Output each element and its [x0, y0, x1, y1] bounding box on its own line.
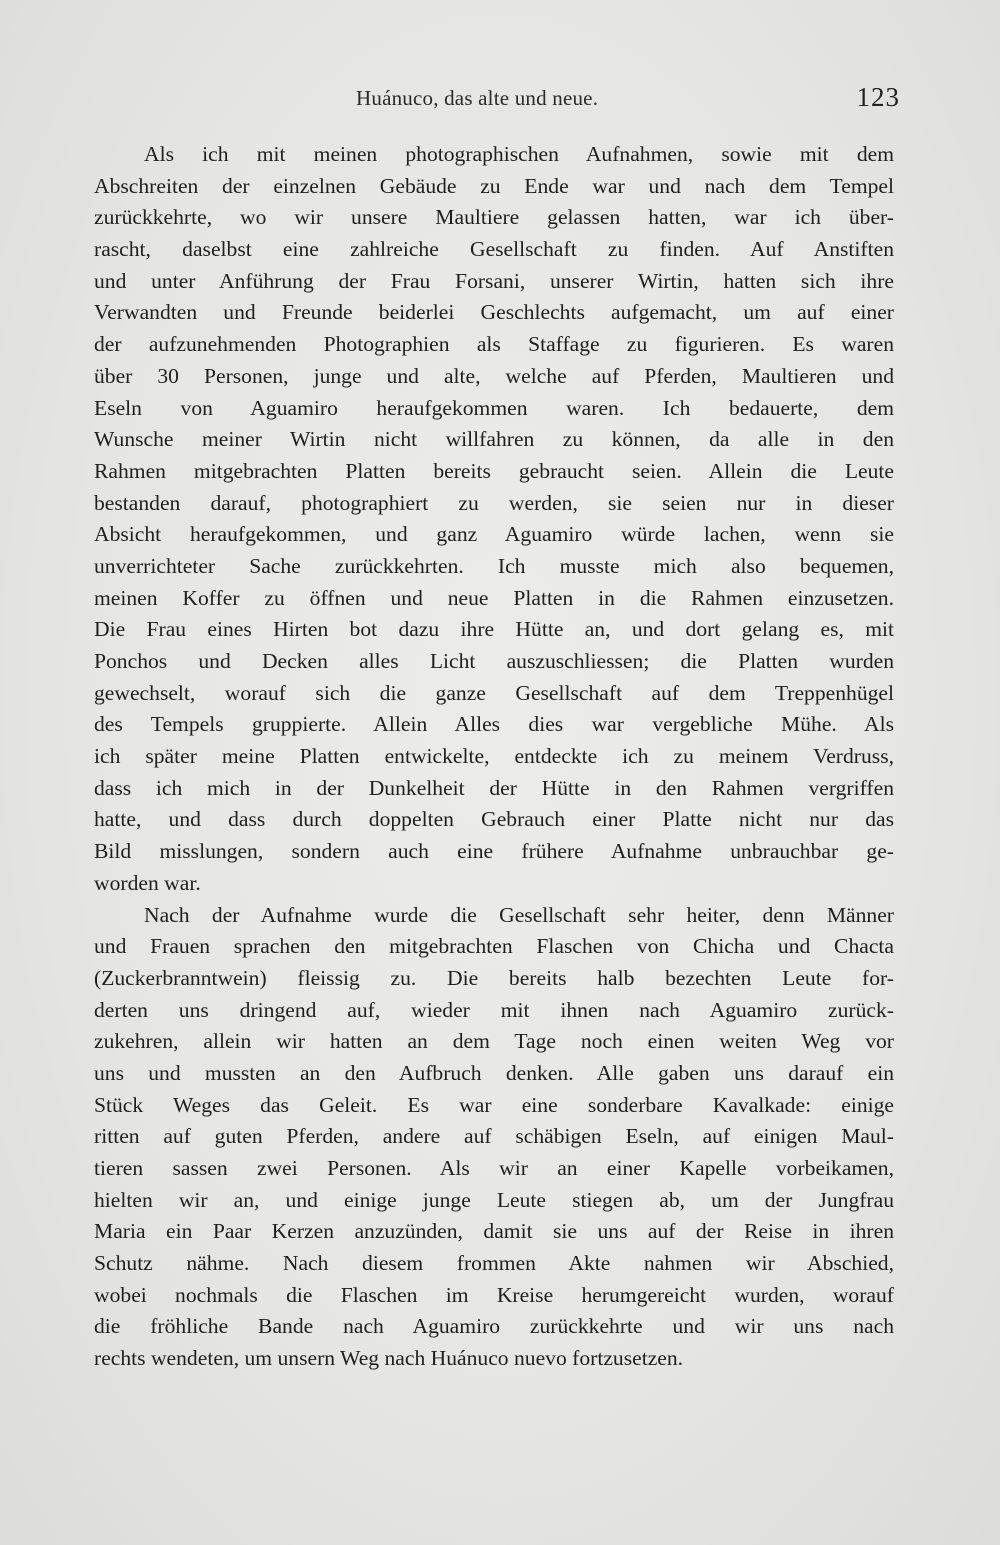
text-line: tieren sassen zwei Personen. Als wir an einer Kapelle vorbeikamen,	[94, 1156, 894, 1180]
text-line: derten uns dringend auf, wieder mit ihnen nach Aguamiro zurück-	[94, 997, 894, 1022]
text-line: Nach der Aufnahme wurde die Gesellschaft sehr heiter, denn Männer	[144, 902, 894, 927]
page-header	[94, 82, 900, 118]
paragraph-1	[94, 139, 894, 900]
text-line: bestanden darauf, photographiert zu werden, sie seien nur in dieser	[94, 490, 894, 515]
text-line: rechts wendeten, um unsern Weg nach Huánuco nuevo fortzusetzen.	[94, 1346, 684, 1371]
page-number: 123	[856, 82, 900, 112]
text-line: zukehren, allein wir hatten an dem Tage noch einen weiten Weg vor	[94, 1029, 894, 1054]
text-line: Maria ein Paar Kerzen anzuzünden, damit sie uns auf der Reise in ihren	[94, 1219, 894, 1244]
text-line: des Tempels gruppierte. Allein Alles dies war vergebliche Mühe. Als	[94, 712, 894, 737]
text-line: ritten auf guten Pferden, andere auf schäbigen Eseln, auf einigen Maul-	[94, 1124, 894, 1149]
text-line: Absicht heraufgekommen, und ganz Aguamiro würde lachen, wenn sie	[94, 522, 894, 547]
text-line: die fröhliche Bande nach Aguamiro zurückkehrte und wir uns nach	[94, 1314, 894, 1339]
text-line: hielten wir an, und einige junge Leute stiegen ab, um der Jungfrau	[94, 1187, 894, 1212]
text-line: (Zuckerbranntwein) fleissig zu. Die bereits halb bezechten Leute for-	[94, 965, 894, 990]
text-line: Verwandten und Freunde beiderlei Geschlechts aufgemacht, um auf einer	[94, 300, 894, 325]
text-line: zurückkehrte, wo wir unsere Maultiere gelassen hatten, war ich über-	[94, 205, 894, 230]
text-line: meinen Koffer zu öffnen und neue Platten in die Rahmen einzusetzen.	[94, 585, 894, 610]
paragraph-2	[94, 900, 894, 1375]
text-line: Rahmen mitgebrachten Platten bereits gebraucht seien. Allein die Leute	[94, 458, 894, 483]
text-line: Wunsche meiner Wirtin nicht willfahren zu können, da alle in den	[94, 427, 894, 452]
text-line: Eseln von Aguamiro heraufgekommen waren. Ich bedauerte, dem	[94, 395, 894, 420]
text-line: wobei nochmals die Flaschen im Kreise herumgereicht wurden, worauf	[94, 1282, 894, 1307]
text-line: uns und mussten an den Aufbruch denken. Alle gaben uns darauf ein	[94, 1060, 894, 1085]
text-line: Stück Weges das Geleit. Es war eine sonderbare Kavalkade: einige	[94, 1092, 894, 1117]
text-line: über 30 Personen, junge und alte, welche auf Pferden, Maultieren und	[94, 363, 894, 388]
text-line: unverrichteter Sache zurückkehrten. Ich musste mich also bequemen,	[94, 553, 894, 578]
text-line: Als ich mit meinen photographischen Aufnahmen, sowie mit dem	[144, 142, 894, 166]
text-line: und Frauen sprachen den mitgebrachten Flaschen von Chicha und Chacta	[94, 934, 894, 959]
text-line: worden war.	[94, 870, 201, 895]
text-line: Schutz nähme. Nach diesem frommen Akte nahmen wir Abschied,	[94, 1251, 894, 1276]
text-line: dass ich mich in der Dunkelheit der Hütte in den Rahmen vergriffen	[94, 775, 894, 800]
text-line: Abschreiten der einzelnen Gebäude zu Ende war und nach dem Tempel	[94, 173, 894, 198]
text-line: Die Frau eines Hirten bot dazu ihre Hütte an, und dort gelang es, mit	[94, 617, 894, 642]
text-line: und unter Anführung der Frau Forsani, unserer Wirtin, hatten sich ihre	[94, 268, 894, 293]
text-line: gewechselt, worauf sich die ganze Gesellschaft auf dem Treppenhügel	[94, 680, 894, 705]
text-line: der aufzunehmenden Photographien als Staffage zu figurieren. Es waren	[94, 332, 894, 357]
text-line: Ponchos und Decken alles Licht auszuschliessen; die Platten wurden	[94, 649, 894, 673]
text-line: hatte, und dass durch doppelten Gebrauch einer Platte nicht nur das	[94, 807, 894, 832]
text-line: Bild misslungen, sondern auch eine frühere Aufnahme unbrauchbar ge-	[94, 839, 894, 864]
running-title: Huánuco, das alte und neue.	[356, 86, 599, 110]
body-text	[94, 139, 894, 1375]
text-line: rascht, daselbst eine zahlreiche Gesellschaft zu finden. Auf Anstiften	[94, 237, 894, 262]
text-line: ich später meine Platten entwickelte, entdeckte ich zu meinem Verdruss,	[94, 744, 894, 769]
